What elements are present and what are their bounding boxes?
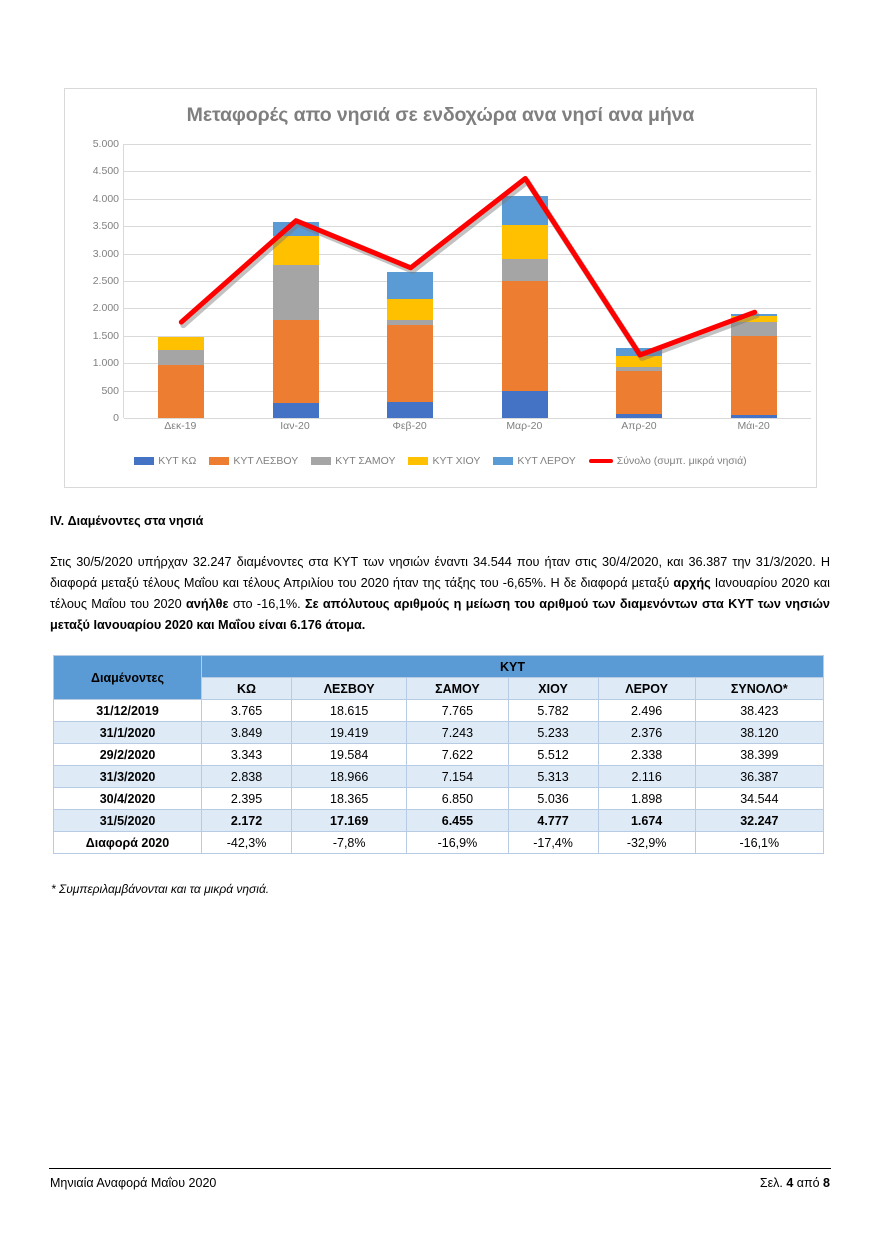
footer-page-prefix: Σελ. — [759, 1176, 787, 1190]
bar-segment — [502, 259, 548, 281]
table-cell: 32.247 — [695, 810, 823, 832]
legend-item[interactable] — [493, 455, 575, 467]
chart-legend — [65, 455, 816, 467]
legend-label: ΚΥΤ ΛΕΡΟΥ — [517, 455, 576, 467]
bar-segment — [273, 403, 319, 418]
table-row — [54, 766, 824, 788]
bar-segment — [158, 350, 204, 365]
table-cell: 5.512 — [508, 744, 598, 766]
legend-label: Σύνολο (συμπ. μικρά νησιά) — [616, 455, 747, 467]
table-cell: 2.496 — [598, 700, 695, 722]
table-cell: -42,3% — [202, 832, 292, 854]
stacked-bar — [158, 337, 204, 418]
table-cell: 36.387 — [695, 766, 823, 788]
footer-page-mid: από — [793, 1176, 824, 1190]
table-column-header: ΚΩ — [202, 678, 292, 700]
table-row-label: 29/2/2020 — [54, 744, 202, 766]
footer-current-page: 4 — [786, 1176, 794, 1190]
table-cell: 19.584 — [292, 744, 407, 766]
legend-item[interactable] — [311, 455, 395, 467]
legend-color-swatch-icon — [209, 457, 229, 465]
legend-item[interactable] — [408, 455, 480, 467]
table-group-header: ΚΥΤ — [202, 656, 824, 678]
y-axis-tick: 5.000 — [92, 138, 119, 150]
table-cell: 1.674 — [598, 810, 695, 832]
table-cell: 18.615 — [292, 700, 407, 722]
legend-color-swatch-icon — [134, 457, 154, 465]
table-row-label: 31/5/2020 — [54, 810, 202, 832]
table-cell: 34.544 — [695, 788, 823, 810]
bar-segment — [387, 299, 433, 320]
bar-segment — [731, 336, 777, 415]
chart-title: Μεταφορές απο νησιά σε ενδοχώρα ανα νησί ανα μήνα — [186, 104, 695, 126]
y-axis-tick: 0 — [113, 412, 119, 424]
table-cell: 2.395 — [202, 788, 292, 810]
legend-item[interactable] — [134, 455, 196, 467]
table-corner-label: Διαμένοντες — [54, 656, 202, 700]
stacked-bar — [502, 196, 548, 418]
table-cell: 7.154 — [407, 766, 508, 788]
table-cell: 17.169 — [292, 810, 407, 832]
plot-canvas — [123, 144, 811, 418]
legend-line-swatch-icon — [589, 459, 613, 463]
table-cell: 7.622 — [407, 744, 508, 766]
legend-label: ΚΥΤ ΚΩ — [158, 455, 197, 467]
y-axis-labels — [65, 138, 119, 424]
y-axis-tick: 1.000 — [92, 357, 119, 370]
residents-table — [53, 655, 824, 854]
bar-segment — [387, 402, 433, 418]
table-column-header: ΛΕΡΟΥ — [598, 678, 695, 700]
table-head — [54, 656, 824, 700]
table-cell: 18.966 — [292, 766, 407, 788]
y-axis-tick: 2.000 — [92, 302, 119, 315]
table-cell: 3.849 — [202, 722, 292, 744]
bar-segment — [731, 415, 777, 418]
y-axis-tick: 4.500 — [92, 165, 119, 178]
table-row-label: 31/12/2019 — [54, 700, 202, 722]
table-cell: 6.455 — [407, 810, 508, 832]
transfers-chart — [64, 88, 817, 488]
footer-divider — [49, 1168, 831, 1169]
table-cell: 38.399 — [695, 744, 823, 766]
table-cell: 5.036 — [508, 788, 598, 810]
table-cell: 2.838 — [202, 766, 292, 788]
table-column-header: ΛΕΣΒΟΥ — [292, 678, 407, 700]
footer-page-number — [760, 1176, 830, 1190]
table-row — [54, 722, 824, 744]
stacked-bar — [616, 348, 662, 418]
bar-segment — [502, 281, 548, 391]
stacked-bar — [731, 314, 777, 418]
bar-segment — [273, 222, 319, 236]
x-axis-tick: Μάι-20 — [737, 420, 770, 432]
bar-segment — [158, 365, 204, 418]
y-axis-tick: 3.000 — [92, 247, 119, 260]
legend-item[interactable] — [589, 455, 747, 467]
bar-segment — [158, 337, 204, 350]
bar-slot — [355, 144, 465, 418]
y-axis-tick: 2.500 — [92, 275, 119, 287]
table-column-header: ΣΑΜΟΥ — [407, 678, 508, 700]
y-axis-tick: 1.500 — [92, 329, 119, 342]
bar-segment — [273, 236, 319, 265]
table-row-label: Διαφορά 2020 — [54, 832, 202, 854]
table-cell: 18.365 — [292, 788, 407, 810]
table-row — [54, 832, 824, 854]
table-cell: 38.423 — [695, 700, 823, 722]
section-paragraph: Στις 30/5/2020 υπήρχαν 32.247 διαμένοντες στα ΚΥΤ των νησιών έναντι 34.544 που ήταν στις 30/4/2020, και 36.387 την 31/3/2020. Η διαφορά μεταξύ τέλους Μαΐου και τέλους Απριλίου του 2020 ήταν της τάξης του -6,65%. Η δε διαφορά μεταξύ αρχής Ιανουαρίου 2020 και τέλους Μαΐου του 2020 ανήλθε στο -16,1%. Σε απόλυτους αριθμούς η μείωση του αριθμού των διαμενόντων στα ΚΥΤ των νησιών μεταξύ Ιανουαρίου 2020 και Μαΐου είναι 6.176 άτομα. — [50, 555, 830, 632]
bar-slot — [126, 144, 236, 418]
table-column-header: ΧΙΟΥ — [508, 678, 598, 700]
table-row-label: 31/3/2020 — [54, 766, 202, 788]
table-cell: 5.782 — [508, 700, 598, 722]
x-axis-tick: Απρ-20 — [621, 420, 657, 432]
table-row — [54, 788, 824, 810]
x-axis-tick: Μαρ-20 — [506, 420, 543, 432]
table-header-row-group — [54, 656, 824, 678]
table-cell: 38.120 — [695, 722, 823, 744]
table-cell: -16,9% — [407, 832, 508, 854]
section-heading: IV. Διαμένοντες στα νησιά — [50, 514, 204, 528]
table-cell: 3.765 — [202, 700, 292, 722]
table-cell: -7,8% — [292, 832, 407, 854]
stacked-bar — [387, 272, 433, 418]
table-cell: 6.850 — [407, 788, 508, 810]
legend-item[interactable] — [209, 455, 298, 467]
bar-slot — [241, 144, 351, 418]
table-footnote: * Συμπεριλαμβάνονται και τα μικρά νησιά. — [51, 882, 270, 896]
footer-report-title: Μηνιαία Αναφορά Μαΐου 2020 — [50, 1176, 217, 1190]
gridline — [124, 418, 811, 419]
table-cell: 2.116 — [598, 766, 695, 788]
bar-segment — [616, 414, 662, 418]
legend-color-swatch-icon — [493, 457, 513, 465]
bar-group — [124, 144, 811, 418]
table-row — [54, 810, 824, 832]
table-cell: 5.233 — [508, 722, 598, 744]
legend-color-swatch-icon — [408, 457, 428, 465]
bar-segment — [387, 272, 433, 299]
y-axis-tick: 4.000 — [92, 192, 119, 205]
y-axis-tick: 500 — [101, 384, 119, 397]
table-cell: 2.376 — [598, 722, 695, 744]
x-axis-tick: Φεβ-20 — [392, 420, 427, 432]
table-row — [54, 700, 824, 722]
table-cell: 7.765 — [407, 700, 508, 722]
stacked-bar — [273, 222, 319, 418]
bar-segment — [273, 320, 319, 403]
table-cell: 7.243 — [407, 722, 508, 744]
bar-segment — [616, 371, 662, 413]
bar-segment — [387, 325, 433, 402]
table-body — [54, 700, 824, 854]
y-axis-tick: 3.500 — [92, 220, 119, 233]
legend-label: ΚΥΤ ΣΑΜΟΥ — [335, 455, 396, 467]
bar-segment — [502, 225, 548, 259]
table-cell: 4.777 — [508, 810, 598, 832]
table-cell: 3.343 — [202, 744, 292, 766]
bar-segment — [731, 322, 777, 336]
table-column-header: ΣΥΝΟΛΟ* — [695, 678, 823, 700]
table-cell: -32,9% — [598, 832, 695, 854]
table-cell: 5.313 — [508, 766, 598, 788]
table-cell: 2.172 — [202, 810, 292, 832]
table-row-label: 30/4/2020 — [54, 788, 202, 810]
legend-label: ΚΥΤ ΛΕΣΒΟΥ — [233, 455, 299, 467]
legend-color-swatch-icon — [311, 457, 331, 465]
bar-segment — [616, 356, 662, 367]
bar-slot — [699, 144, 809, 418]
table-row — [54, 744, 824, 766]
bar-slot — [470, 144, 580, 418]
bar-segment — [273, 265, 319, 320]
table-cell: -16,1% — [695, 832, 823, 854]
x-axis-tick: Ιαν-20 — [280, 420, 310, 432]
residents-table-wrapper — [53, 655, 824, 854]
footer-total-pages: 8 — [823, 1176, 830, 1190]
legend-label: ΚΥΤ ΧΙΟΥ — [432, 455, 481, 467]
table-row-label: 31/1/2020 — [54, 722, 202, 744]
x-axis-labels — [123, 420, 811, 432]
chart-plot-area — [65, 138, 818, 434]
bar-slot — [584, 144, 694, 418]
bar-segment — [616, 348, 662, 356]
bar-segment — [502, 391, 548, 418]
x-axis-tick: Δεκ-19 — [164, 420, 197, 432]
table-cell: -17,4% — [508, 832, 598, 854]
table-cell: 1.898 — [598, 788, 695, 810]
table-cell: 2.338 — [598, 744, 695, 766]
table-cell: 19.419 — [292, 722, 407, 744]
bar-segment — [502, 196, 548, 226]
